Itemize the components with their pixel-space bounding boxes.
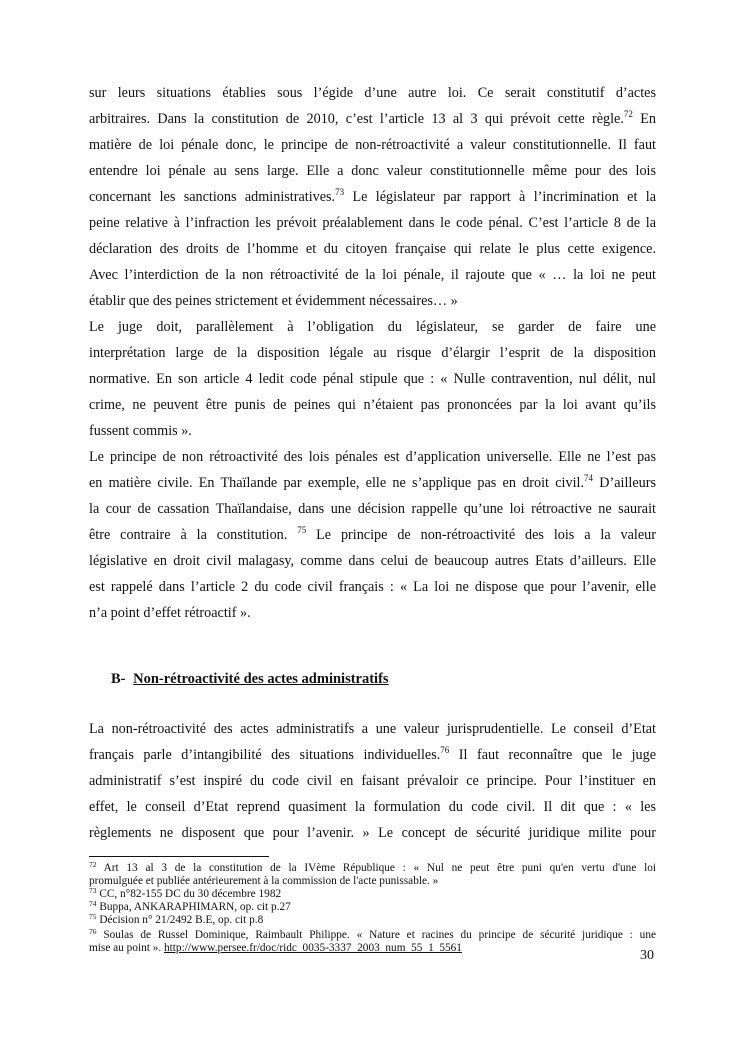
footnote: $^{75}$ Décision n° 21/2492 B.E, op. cit p.8 (89, 912, 264, 926)
footnote: $^{72}$ Art 13 al 3 de la constitution de la IVème République : « Nul ne peut être puni qu'en vertu d'une loi (89, 860, 656, 874)
footnote: promulguée et publiée antérieurement à la commission de l'acte punissable. » (89, 875, 439, 887)
section-heading (111, 671, 389, 688)
footnote-ref[interactable]: 72 (623, 109, 633, 119)
section-label: B- (111, 671, 126, 687)
body-line: peine relative à l’infraction les prévoit préalablement dans le code pénal. C’est l’article 8 de la (89, 215, 656, 231)
body-line: Avec l’interdiction de la non rétroactivité de la loi pénale, il rajoute que « … la loi ne peut (89, 267, 656, 283)
body-line: interprétation large de la disposition légale au risque d’élargir l’esprit de la disposition (89, 345, 656, 361)
body-line: Le juge doit, parallèlement à l’obligation du législateur, se garder de faire une (89, 319, 656, 335)
body-line: est rappelé dans l’article 2 du code civil français : « La loi ne dispose que pour l’avenir, elle (89, 579, 656, 595)
body-line: législative en droit civil malagasy, comme dans celui de beaucoup autres Etats d’ailleurs. Elle (89, 553, 656, 569)
section-title: Non-rétroactivité des actes administratifs (133, 671, 389, 687)
body-line: établir que des peines strictement et évidemment nécessaires… » (89, 293, 458, 309)
body-line: sur leurs situations établies sous l’égide d’une autre loi. Ce serait constitutif d’actes (89, 85, 656, 101)
footnote: $^{73}$ CC, n°82-155 DC du 30 décembre 1982 (89, 886, 282, 900)
body-line: crime, ne peuvent être punis de peines qui n’étaient pas prononcées par la loi avant qu’ils (89, 397, 656, 413)
body-line: concernant les sanctions administratives.$^{73}$ Le législateur par rapport à l’incrimination et la (89, 187, 656, 205)
body-line: français parle d’intangibilité des situations individuelles.$^{76}$ Il faut reconnaître que le juge (89, 745, 656, 763)
footnote-ref[interactable]: 74 (584, 473, 594, 483)
footnote: $^{76}$ Soulas de Russel Dominique, Raimbault Philippe. « Nature et racines du principe de sécurité juridique : une (89, 927, 656, 941)
body-line: administratif s’est inspiré du code civil en faisant prévaloir ce principe. Pour l’instituer en (89, 773, 656, 789)
footnote-link[interactable]: http://www.persee.fr/doc/ridc_0035-3337_2003_num_55_1_5561 (164, 942, 462, 954)
footnote-number: 75 (89, 912, 97, 921)
body-line: effet, le conseil d’Etat reprend quasiment la formulation du code civil. Il dit que : « les (89, 799, 656, 815)
body-line: Le principe de non rétroactivité des lois pénales est d’application universelle. Elle ne l’est pas (89, 449, 656, 465)
body-line: normative. En son article 4 ledit code pénal stipule que : « Nulle contravention, nul délit, nul (89, 371, 656, 387)
footnote: mise au point ». http://www.persee.fr/doc/ridc_0035-3337_2003_num_55_1_5561 (89, 942, 462, 954)
body-line: déclaration des droits de l’homme et du citoyen française qui relate le plus cette exigence. (89, 241, 656, 257)
footnote-number: 72 (89, 860, 97, 869)
footnote-separator (89, 856, 269, 857)
page-number: 30 (640, 948, 654, 963)
body-line: en matière civile. En Thaïlande par exemple, elle ne s’applique pas en droit civil.$^{74}$ D’ailleurs (89, 473, 656, 491)
body-line: arbitraires. Dans la constitution de 2010, c’est l’article 13 al 3 qui prévoit cette règle.$^{72}$ En (89, 109, 656, 127)
body-line: entendre loi pénale au sens large. Elle a donc valeur constitutionnelle même pour des lois (89, 163, 656, 179)
footnote-ref[interactable]: 75 (297, 525, 307, 535)
footnote-number: 74 (89, 899, 97, 908)
footnote-number: 73 (89, 886, 97, 895)
body-line: être contraire à la constitution. $^{75}$ Le principe de non-rétroactivité des lois a la valeur (89, 525, 656, 543)
body-line: fussent commis ». (89, 423, 192, 439)
body-line: n’a point d’effet rétroactif ». (89, 605, 251, 621)
body-line: règlements ne disposent que pour l’avenir. » Le concept de sécurité juridique milite pour (89, 825, 656, 841)
body-line: La non-rétroactivité des actes administratifs a une valeur jurisprudentielle. Le conseil d’Etat (89, 721, 656, 737)
footnote-number: 76 (89, 927, 97, 936)
footnote: $^{74}$ Buppa, ANKARAPHIMARN, op. cit p.27 (89, 899, 291, 913)
body-line: matière de loi pénale donc, le principe de non-rétroactivité a valeur constitutionnelle. Il faut (89, 137, 656, 153)
footnote-ref[interactable]: 73 (335, 187, 345, 197)
body-line: la cour de cassation Thaïlandaise, dans une décision rappelle qu’une loi rétroactive ne saurait (89, 501, 656, 517)
footnote-ref[interactable]: 76 (440, 745, 450, 755)
